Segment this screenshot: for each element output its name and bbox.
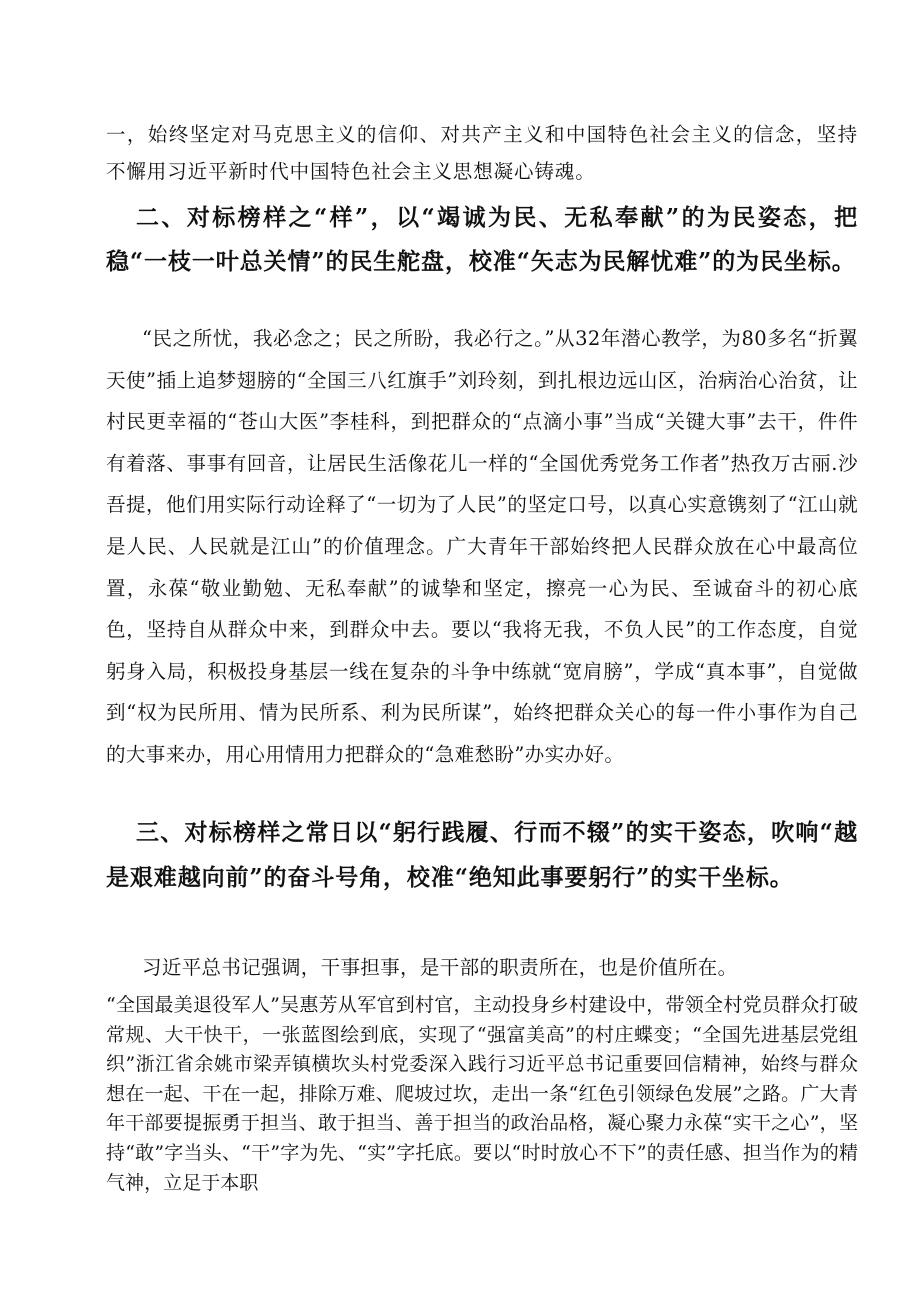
section-2-heading: 二、对标榜样之“样”，以“竭诚为民、无私奉献”的为民姿态，把稳“一枝一叶总关情”的民生舵盘，校准“矢志为民解忧难”的为民坐标。 [106, 204, 858, 275]
intro-paragraph: 一，始终坚定对马克思主义的信仰、对共产主义和中国特色社会主义的信念，坚持不懈用习近平新时代中国特色社会主义思想凝心铸魂。 [106, 123, 858, 183]
section-2-paragraph: “民之所忧，我必念之；民之所盼，我必行之。”从32年潜心教学，为80多名“折翼天使”插上追梦翅膀的“全国三八红旗手”刘玲刻，到扎根边远山区，治病治心治贫，让村民更幸福的“苍山大医”李桂科，到把群众的“点滴小事”当成“关键大事”去干，件件有着落、事事有回音，让居民生活像花儿一样的“全国优秀党务工作者”热孜万古丽.沙吾提，他们用实际行动诠释了“一切为了人民”的坚定口号，以真心实意镌刻了“江山就是人民、人民就是江山”的价值理念。广大青年干部始终把人民群众放在心中最高位置，永葆“敬业勤勉、无私奉献”的诚挚和坚定，擦亮一心为民、至诚奋斗的初心底色，坚持自从群众中来，到群众中去。要以“我将无我，不负人民”的工作态度，自觉躬身入局，积极投身基层一线在复杂的斗争中练就“宽肩膀”，学成“真本事”，自觉做到“权为民所用、情为民所系、利为民所谋”，始终把群众关心的每一件小事作为自己的大事来办，用心用情用力把群众的“急难愁盼”办实办好。 [106, 327, 858, 766]
section-3-heading: 三、对标榜样之常日以“躬行践履、行而不辍”的实干姿态，吹响“越是艰难越向前”的奋斗号角，校准“绝知此事要躬行”的实干坐标。 [106, 819, 858, 891]
section-3-lead-sentence: 习近平总书记强调，干事担事，是干部的职责所在，也是价值所在。 [142, 956, 738, 979]
section-3-paragraph: “全国最美退役军人”吴惠芳从军官到村官，主动投身乡村建设中，带领全村党员群众打破常规、大干快干，一张蓝图绘到底，实现了“强富美高”的村庄蝶变；“全国先进基层党组织”浙江省余姚市梁弄镇横坎头村党委深入践行习近平总书记重要回信精神，始终与群众想在一起、干在一起，排除万难、爬坡过坎，走出一条“红色引领绿色发展”之路。广大青年干部要提振勇于担当、敢于担当、善于担当的政治品格，凝心聚力永葆“实干之心”，坚持“敢”字当头、“干”字为先、“实”字托底。要以“时时放心不下”的责任感、担当作为的精气神，立足于本职 [106, 994, 858, 1194]
